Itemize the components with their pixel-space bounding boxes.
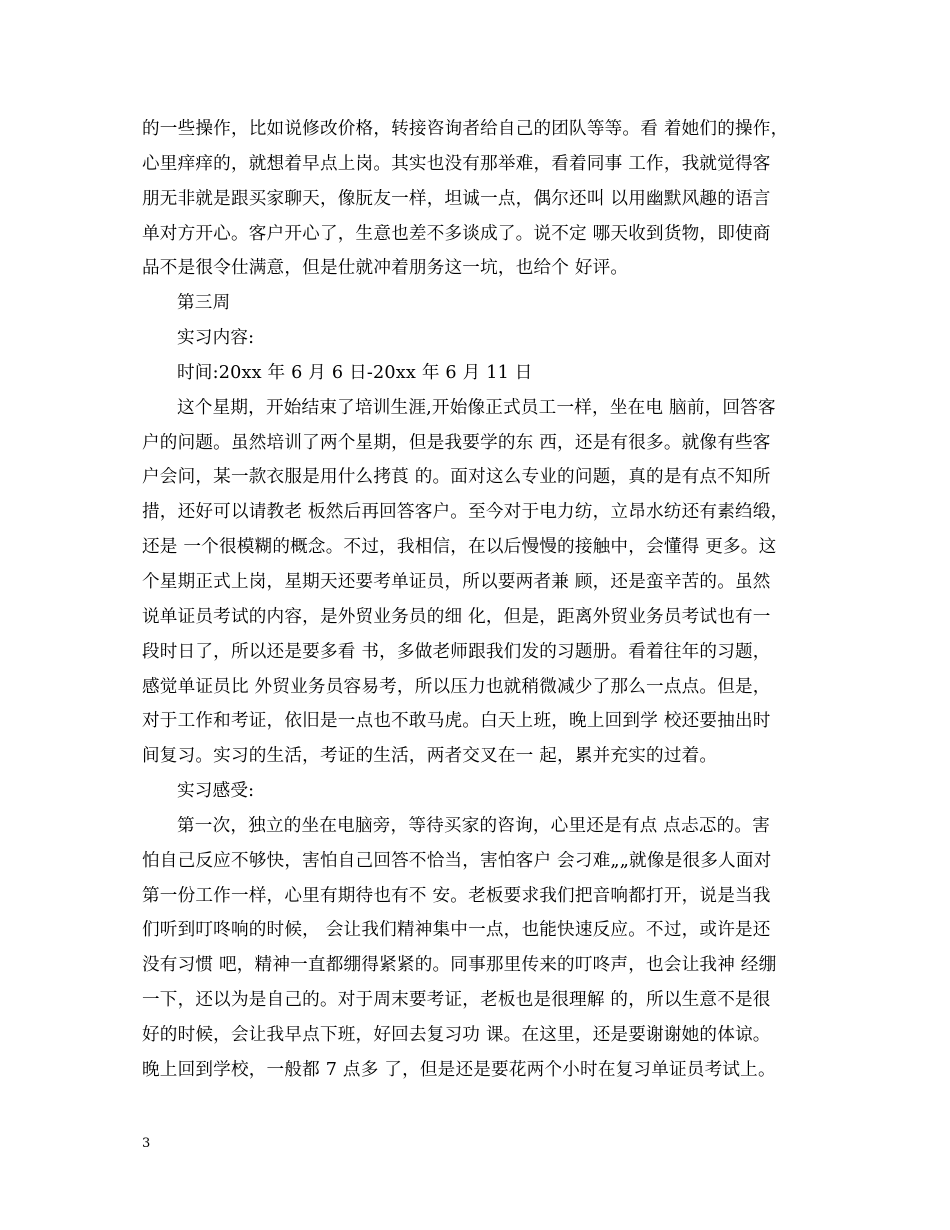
- text-line: 品不是很令仕满意，但是仕就冲着朋务这一坑，也给个 好评。: [142, 258, 629, 279]
- text-line: 单对方开心。客户开心了，生意也差不多谈成了。说不定 哪天收到货物，即使商: [142, 223, 771, 244]
- text-line: 怕自己反应不够快，害怕自己回答不恰当，害怕客户 会刁难„„就像是很多人面对: [142, 850, 772, 871]
- text-line: 实习内容:: [177, 328, 255, 349]
- text-line: 段时日了，所以还是要多看 书，多做老师跟我们发的习题册。看着往年的习题，: [142, 641, 771, 662]
- body-text: [142, 112, 817, 1088]
- text-line: 第一份工作一样，心里有期待也有不 安。老板要求我们把音响都打开，说是当我: [142, 885, 771, 906]
- text-line: 户的问题。虽然培训了两个星期，但是我要学的东 西，还是有很多。就像有些客: [142, 432, 771, 453]
- text-line: 说单证员考试的内容，是外贸业务员的细 化，但是，距离外贸业务员考试也有一: [142, 606, 771, 627]
- text-line: 第三周: [177, 293, 231, 314]
- text-line: 第一次，独立的坐在电脑旁，等待买家的咨询，心里还是有点 点忐忑的。害: [177, 815, 770, 836]
- text-line: 一下，还以为是自己的。对于周末要考证，老板也是很理解 的，所以生意不是很: [142, 990, 771, 1011]
- text-line: 户会问，某一款衣服是用什么拷莨 的。面对这么专业的问题，真的是有点不知所: [142, 467, 771, 488]
- text-line: 这个星期，开始结束了培训生涯,开始像正式员工一样，坐在电 脑前，回答客: [177, 397, 776, 418]
- text-line: 感觉单证员比 外贸业务员容易考，所以压力也就稍微减少了那么一点点。但是，: [142, 676, 771, 697]
- text-line: 措，还好可以请教老 板然后再回答客户。至今对于电力纺，立昂水纺还有素绉缎，: [142, 502, 789, 523]
- text-line: 的一些操作，比如说修改价格，转接咨询者给自己的团队等等。看 着她们的操作，: [142, 119, 789, 139]
- text-line: 好的时候，会让我早点下班，好回去复习功 课。在这里，还是要谢谢她的体谅。: [142, 1024, 771, 1045]
- text-line: 晚上回到学校，一般都 7 点多 了，但是还是要花两个小时在复习单证员考试上。: [142, 1059, 776, 1080]
- text-line: 心里痒痒的，就想着早点上岗。其实也没有那举难，看着同事 工作，我就觉得客: [142, 153, 771, 174]
- text-line: 没有习惯 吧，精神一直都绷得紧紧的。同事那里传来的叮咚声，也会让我神 经绷: [142, 955, 777, 976]
- text-line: 实习感受:: [177, 781, 255, 802]
- text-line: 还是 一个很模糊的概念。不过，我相信，在以后慢慢的接触中，会懂得 更多。这: [142, 537, 777, 558]
- text-line: 时间:20xx 年 6 月 6 日-20xx 年 6 月 11 日: [177, 362, 533, 383]
- page-number: 3: [142, 1136, 151, 1151]
- text-line: 们听到叮咚响的时候， 会让我们精神集中一点，也能快速反应。不过，或许是还: [142, 920, 771, 941]
- text-line: 对于工作和考证，依旧是一点也不敢马虎。白天上班，晚上回到学 校还要抽出时: [142, 711, 771, 732]
- text-line: 间复习。实习的生活，考证的生活，两者交叉在一 起，累并充实的过着。: [142, 746, 718, 767]
- text-line: 个星期正式上岗，星期天还要考单证员，所以要两者兼 顾，还是蛮辛苦的。虽然: [142, 571, 771, 592]
- text-line: 朋无非就是跟买家聊天，像朊友一样，坦诚一点，偶尔还叫 以用幽默风趣的语言: [142, 188, 771, 209]
